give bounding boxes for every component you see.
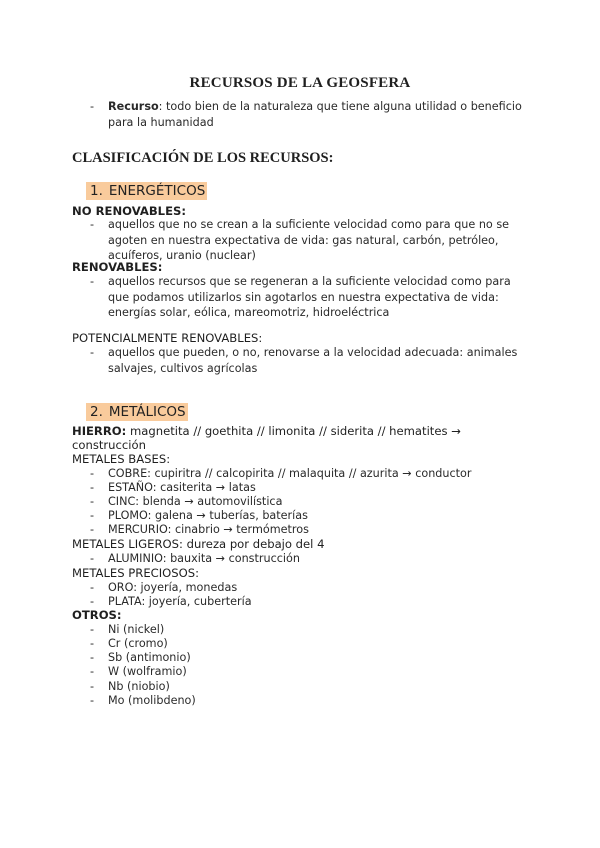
heading-label: ENERGÉTICOS [108,183,206,199]
bullet-dash: - [90,100,95,113]
document-page: RECURSOS DE LA GEOSFERA - Recurso: todo bien de la naturaleza que tiene alguna utilidad o beneficio para la humanidad CLASIFICACIÓN DE LOS RECURSOS: 1. ENERGÉTICOS NO RENOVABLES: - aquellos que no se crean a la suficiente velocidad como para que no se agoten en nuestra expectativa de vida: gas natural, carbón, petróleo, acuíferos, uranio (nuclear) RENOVABLES: - aquellos recursos que se regeneran a la suficiente velocidad como para que podamos utilizarlos sin agotarlos en nuestra expectativa de vida: energías solar, eólica, mareomotriz, hidroeléctrica POTENCIALMENTE RENOVABLES: - aquellos que pueden, o no, renovarse a la velocidad adecuada: animales salvajes, cultivos agrícolas 2. METÁLICOS HIERRO: magnetita // goethita // limonita // siderita // hematites → construcción METALES BASES: - COBRE: cupiritra // calcopirita // malaquita // azurita → conductor - ESTAÑO: casiterita → latas - CINC: blenda → automovilística - PLOMO: galena → tuberías, baterías - MERCURIO: cinabrio → termómetros METALES LIGEROS: dureza por debajo del 4 - ALUMINIO: bauxita → construcción METALES PRECIOSOS: - ORO: joyería, monedas - PLATA: joyería, cubertería OTROS: - Ni (nickel) - Cr (cromo) - Sb (antimonio) - W (wolframio) - Nb (niobio) - Mo (molibdeno) [0,0,600,848]
label-no-renovables: NO RENOVABLES: [72,204,186,218]
label-renovables: RENOVABLES: [72,260,163,274]
classification-heading: CLASIFICACIÓN DE LOS RECURSOS: [72,150,334,166]
hierro-text: magnetita // goethita // limonita // siderita // hematites → construcción [72,424,461,452]
item-text: aquellos recursos que se regeneran a la suficiente velocidad como para que podamos utilizarlos sin agotarlos en nuestra expectativa de vida: energías solar, eólica, mareomotriz, hidroeléctrica [108,275,511,319]
label-metales-bases: METALES BASES: [72,452,171,466]
intro-definition: : todo bien de la naturaleza que tiene alguna utilidad o beneficio para la humanidad [108,100,522,129]
intro-term: Recurso [108,100,159,113]
label-metales-preciosos: METALES PRECIOSOS: [72,566,200,580]
heading-number: 1. [90,183,103,199]
item-text: aquellos que no se crean a la suficiente velocidad como para que no se agoten en nuestra expectativa de vida: gas natural, carbón, petróleo, acuíferos, uranio (nuclear) [108,218,510,262]
bullet-dash: - [90,346,95,359]
heading-energeticos [86,182,207,200]
page-title: RECURSOS DE LA GEOSFERA [189,75,411,91]
heading-number: 2. [90,404,103,420]
bullet-dash: - [90,275,95,288]
label-metales-ligeros: METALES LIGEROS: [72,537,183,551]
heading-metalicos [86,403,188,421]
hierro-label: HIERRO: [72,424,127,438]
hierro-line [72,424,512,452]
heading-label: METÁLICOS [108,404,186,420]
ligeros-note: dureza por debajo del 4 [182,537,325,551]
label-potencialmente-renovables: POTENCIALMENTE RENOVABLES: [72,331,263,345]
metales-ligeros-line [72,537,512,551]
item-text: aquellos que pueden, o no, renovarse a la velocidad adecuada: animales salvajes, cultivos agrícolas [108,346,518,375]
bullet-dash: - [90,218,95,231]
label-otros: OTROS: [72,608,122,622]
